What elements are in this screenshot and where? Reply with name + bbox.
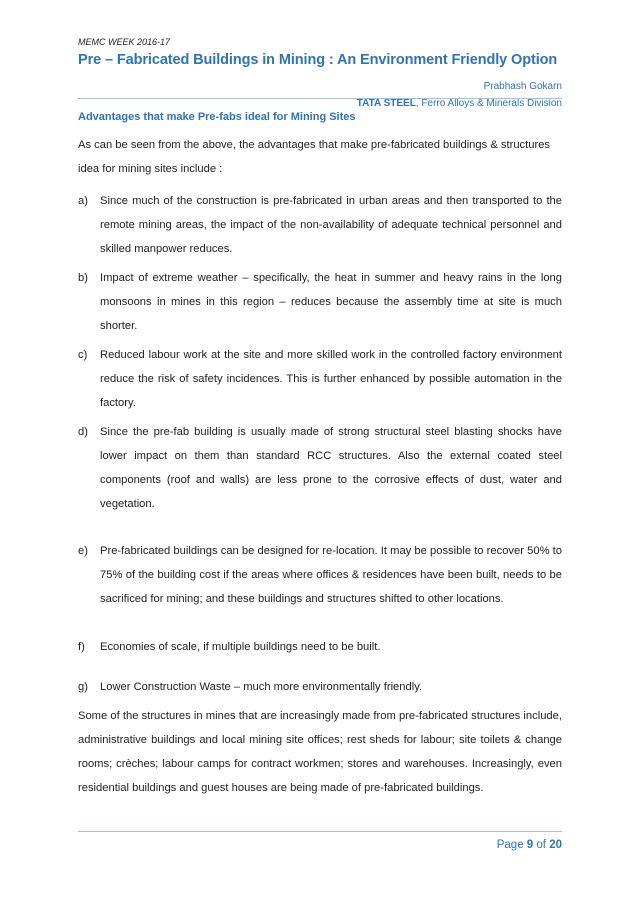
total-pages: 20 <box>549 839 562 851</box>
list-item-text: Since much of the construction is pre-fabricated in urban areas and then transported to the remote mining areas, the impact of the non-availability of adequate technical personnel and skilled manpower reduces. <box>100 195 562 255</box>
organization <box>357 98 562 109</box>
list-item-text: Impact of extreme weather – specifically, the heat in summer and heavy rains in the long monsoons in mines in this region – reduces because the assembly time at site is much shorter. <box>100 272 562 332</box>
footer-divider <box>78 831 562 832</box>
list-item-label: a) <box>78 195 88 207</box>
list-item <box>78 675 562 699</box>
page-footer <box>497 839 562 851</box>
list-item-text: Economies of scale, if multiple buildings need to be built. <box>100 641 381 653</box>
page-header <box>78 37 562 109</box>
list-item <box>78 635 562 659</box>
list-item-label: e) <box>78 545 88 557</box>
list-item <box>78 343 562 415</box>
list-item <box>78 420 562 516</box>
list-item-text: Pre-fabricated buildings can be designed for re-location. It may be possible to recover 50% to 75% of the building cost if the areas where offices & residences have been built, needs to be sacrificed for mining; and these buildings and structures shifted to other locations. <box>100 545 562 605</box>
list-item-label: d) <box>78 426 88 438</box>
list-item <box>78 189 562 261</box>
list-item-text: Lower Construction Waste – much more environmentally friendly. <box>100 681 423 693</box>
list-item <box>78 539 562 611</box>
section-heading: Advantages that make Pre-fabs ideal for Mining Sites <box>78 111 356 123</box>
list-item <box>78 266 562 338</box>
list-item-label: f) <box>78 641 85 653</box>
author-name: Prabhash Gokarn <box>483 81 562 92</box>
list-item-label: b) <box>78 272 88 284</box>
intro-paragraph: As can be seen from the above, the advantages that make pre-fabricated buildings & structures idea for mining sites include : <box>78 139 551 175</box>
list-item-text: Reduced labour work at the site and more skilled work in the controlled factory environment reduce the risk of safety incidences. This is further enhanced by possible automation in the factory. <box>100 349 562 409</box>
page-word: Page <box>496 839 524 851</box>
header-divider <box>78 98 562 99</box>
list-item-text: Since the pre-fab building is usually made of strong structural steel blasting shocks have lower impact on them than standard RCC structures. Also the external coated steel components (roof and walls) are less prone to the corrosive effects of dust, water and vegetation. <box>100 426 562 510</box>
organization-name: TATA STEEL <box>356 98 416 109</box>
closing-paragraph: Some of the structures in mines that are increasingly made from pre-fabricated structures include, administrative buildings and local mining site offices; rest sheds for labour; site toilets & change rooms; crèches; labour camps for contract workmen; stores and warehouses. Increasingly, even residential buildings and guest houses are being made of pre-fabricated buildings. <box>78 710 562 794</box>
document-title: Pre – Fabricated Buildings in Mining : An Environment Friendly Option <box>78 52 558 68</box>
list-item-label: g) <box>78 681 88 693</box>
list-item-label: c) <box>78 349 88 361</box>
organization-division: , Ferro Alloys & Minerals Division <box>415 98 562 109</box>
page-number: 9 <box>526 839 534 851</box>
event-label: MEMC WEEK 2016-17 <box>78 37 171 47</box>
of-word: of <box>536 839 546 851</box>
page-content <box>78 111 562 800</box>
